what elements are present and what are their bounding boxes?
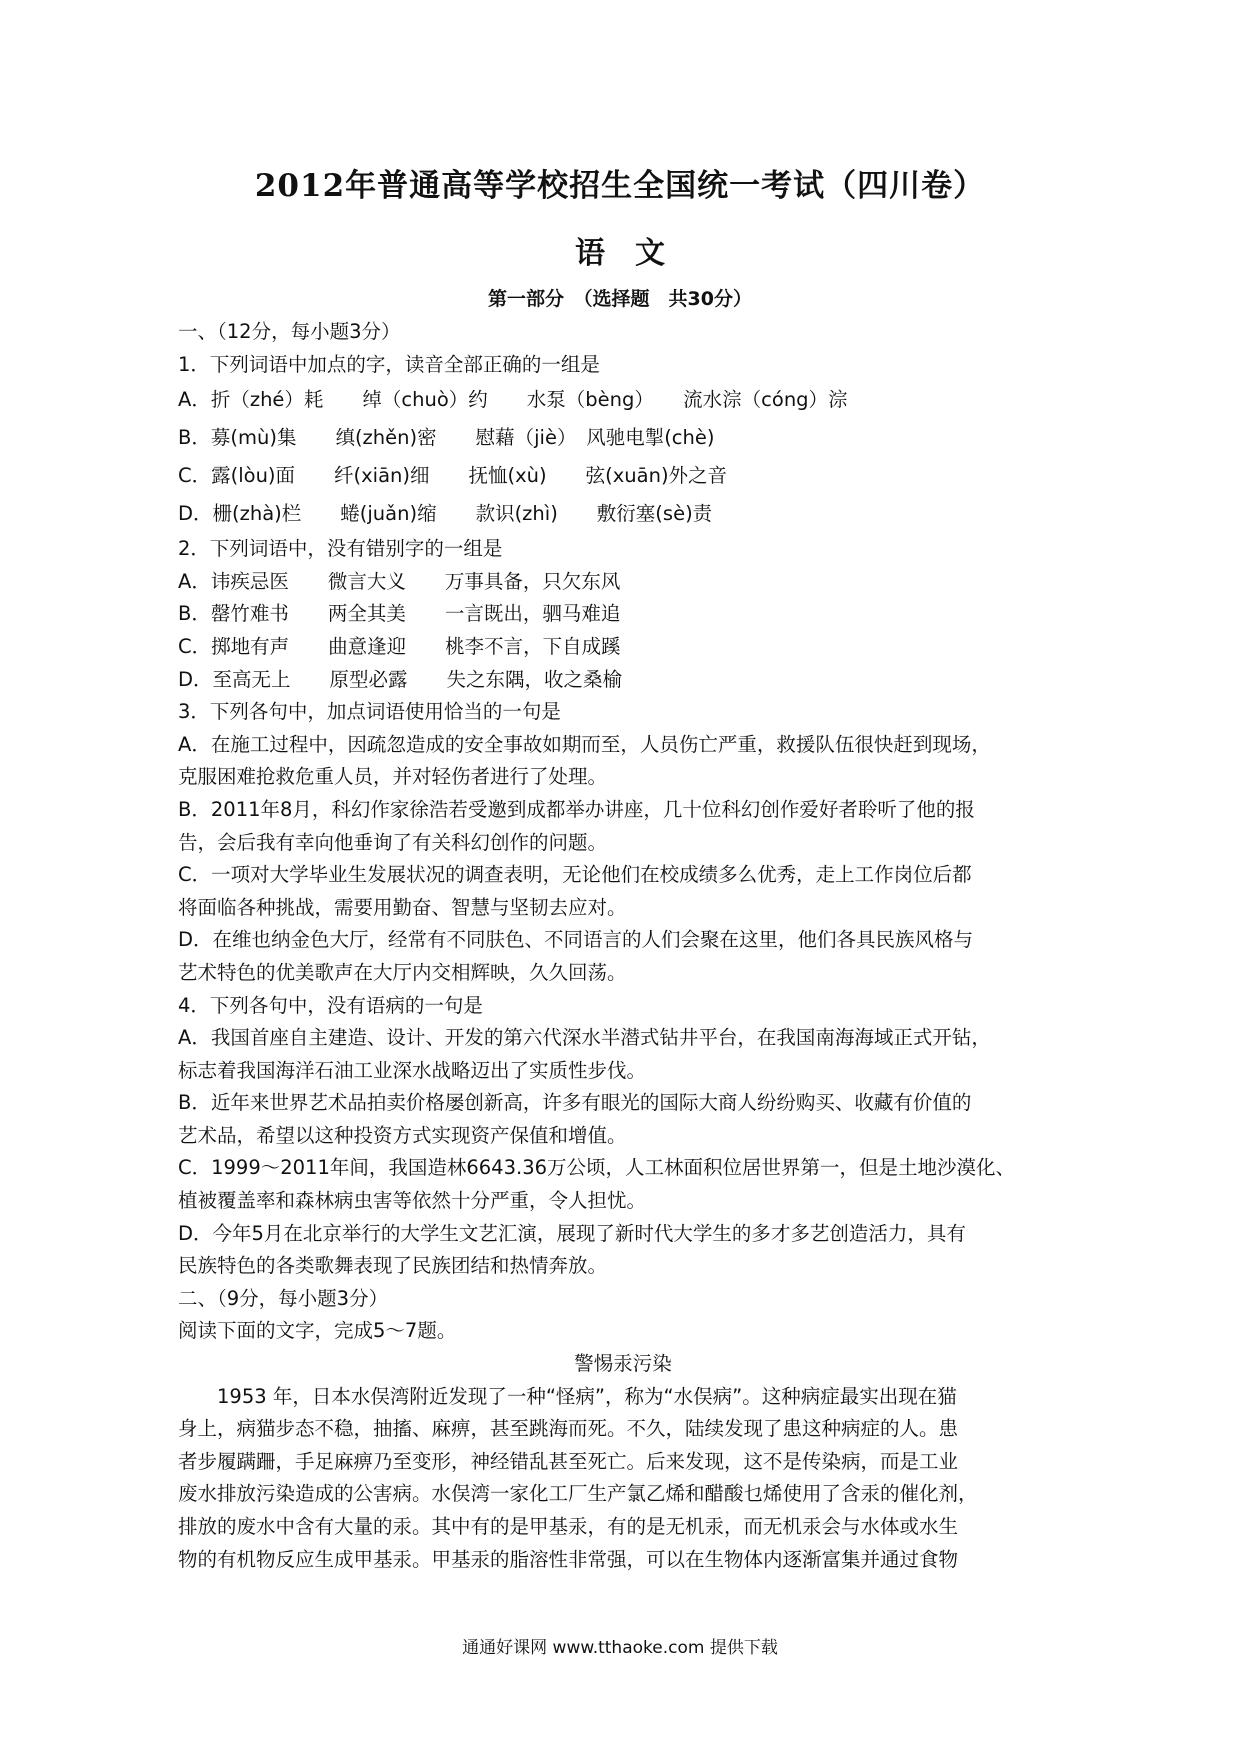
- option-line: C．1999～2011年间，我国造林6643.36万公顷，人工林面积位居世界第一，但是土地沙漠化、: [178, 1156, 1016, 1180]
- option-line: 告，会后我有幸向他垂询了有关科幻创作的问题。: [178, 830, 608, 854]
- option-line: 植被覆盖率和森林病虫害等依然十分严重，令人担忧。: [178, 1189, 647, 1213]
- option-line: B．罄竹难书 两全其美 一言既出，驷马难追: [178, 602, 621, 626]
- question-stem: 3．下列各句中，加点词语使用恰当的一句是: [178, 700, 561, 724]
- option-line: A．讳疾忌医 微言大义 万事具备，只欠东风: [178, 569, 621, 593]
- subject-heading: 语 文: [575, 236, 665, 271]
- option-line: 标志着我国海洋石油工业深水战略迈出了实质性步伐。: [178, 1058, 647, 1082]
- option-line: A．折（zhé）耗 绰（chuò）约 水泵（bèng） 流水淙（cóng）淙: [178, 388, 848, 412]
- exam-body: [178, 316, 1068, 1576]
- option-line: C．掷地有声 曲意逢迎 桃李不言，下自成蹊: [178, 634, 621, 658]
- option-line: D．在维也纳金色大厅，经常有不同肤色、不同语言的人们会聚在这里，他们各具民族风格与: [178, 928, 974, 952]
- option-line: 将面临各种挑战，需要用勤奋、智慧与坚韧去应对。: [178, 895, 627, 919]
- option-line: 克服困难抢救危重人员，并对轻伤者进行了处理。: [178, 765, 608, 789]
- part-heading: 第一部分 （选择题 共30分）: [488, 288, 752, 310]
- passage-line: 身上，病猫步态不稳，抽搐、麻痹，甚至跳海而死。不久，陆续发现了患这种病症的人。患: [178, 1417, 959, 1441]
- exam-title: 2012年普通高等学校招生全国统一考试（四川卷）: [254, 168, 986, 204]
- passage-line: 废水排放污染造成的公害病。水俣湾一家化工厂生产氯乙烯和醋酸乜烯使用了含汞的催化剂，: [178, 1482, 978, 1506]
- option-line: D．至高无上 原型必露 失之东隅，收之桑榆: [178, 667, 623, 691]
- option-line: C．一项对大学毕业生发展状况的调查表明，无论他们在校成绩多么优秀，走上工作岗位后都: [178, 863, 972, 887]
- page-footer: 通通好课网 www.tthaoke.com 提供下载: [462, 1638, 778, 1658]
- option-line: D．栅(zhà)栏 蜷(juǎn)缩 款识(zhì) 敷衍塞(sè)责: [178, 502, 713, 526]
- option-line: 艺术特色的优美歌声在大厅内交相辉映，久久回荡。: [178, 960, 627, 984]
- option-line: A．我国首座自主建造、设计、开发的第六代深水半潜式钻井平台，在我国南海海域正式开钻，: [178, 1026, 991, 1050]
- passage-line: 排放的废水中含有大量的汞。其中有的是甲基汞，有的是无机汞，而无机汞会与水体或水生: [178, 1515, 959, 1538]
- section-heading: 二、（9分，每小题3分）: [178, 1286, 389, 1310]
- option-line: D．今年5月在北京举行的大学生文艺汇演，展现了新时代大学生的多才多艺创造活力，具有: [178, 1221, 966, 1245]
- option-line: C．露(lòu)面 纤(xiān)细 抚恤(xù) 弦(xuān)外之音: [178, 464, 728, 488]
- passage-line: 物的有机物反应生成甲基汞。甲基汞的脂溶性非常强，可以在生物体内逐渐富集并通过食物: [178, 1547, 959, 1571]
- question-stem: 4．下列各句中，没有语病的一句是: [178, 993, 483, 1017]
- question-stem: 1．下列词语中加点的字，读音全部正确的一组是: [178, 352, 600, 376]
- option-line: B．近年来世界艺术品拍卖价格屡创新高，许多有眼光的国际大商人纷纷购买、收藏有价值的: [178, 1091, 972, 1115]
- option-line: 民族特色的各类歌舞表现了民族团结和热情奔放。: [178, 1254, 608, 1278]
- reading-instruction: 阅读下面的文字，完成5～7题。: [178, 1319, 457, 1343]
- section-heading: 一、（12分，每小题3分）: [178, 320, 401, 343]
- passage-title: 警惕汞污染: [574, 1352, 672, 1376]
- option-line: B．募(mù)集 缜(zhěn)密 慰藉（jiè） 风驰电掣(chè): [178, 426, 715, 450]
- option-line: B．2011年8月，科幻作家徐浩若受邀到成都举办讲座，几十位科幻创作爱好者聆听了他的报: [178, 797, 975, 821]
- passage-line: 者步履蹒跚，手足麻痹乃至变形，神经错乱甚至死亡。后来发现，这不是传染病，而是工业: [178, 1449, 959, 1473]
- question-stem: 2．下列词语中，没有错别字的一组是: [178, 537, 503, 561]
- passage-line: 1953 年，日本水俣湾附近发现了一种“怪病”，称为“水俣病”。这种病症最实出现在猫: [217, 1384, 957, 1408]
- option-line: A．在施工过程中，因疏忽造成的安全事故如期而至，人员伤亡严重，救援队伍很快赶到现场，: [178, 732, 991, 756]
- option-line: 艺术品，希望以这种投资方式实现资产保值和增值。: [178, 1123, 627, 1147]
